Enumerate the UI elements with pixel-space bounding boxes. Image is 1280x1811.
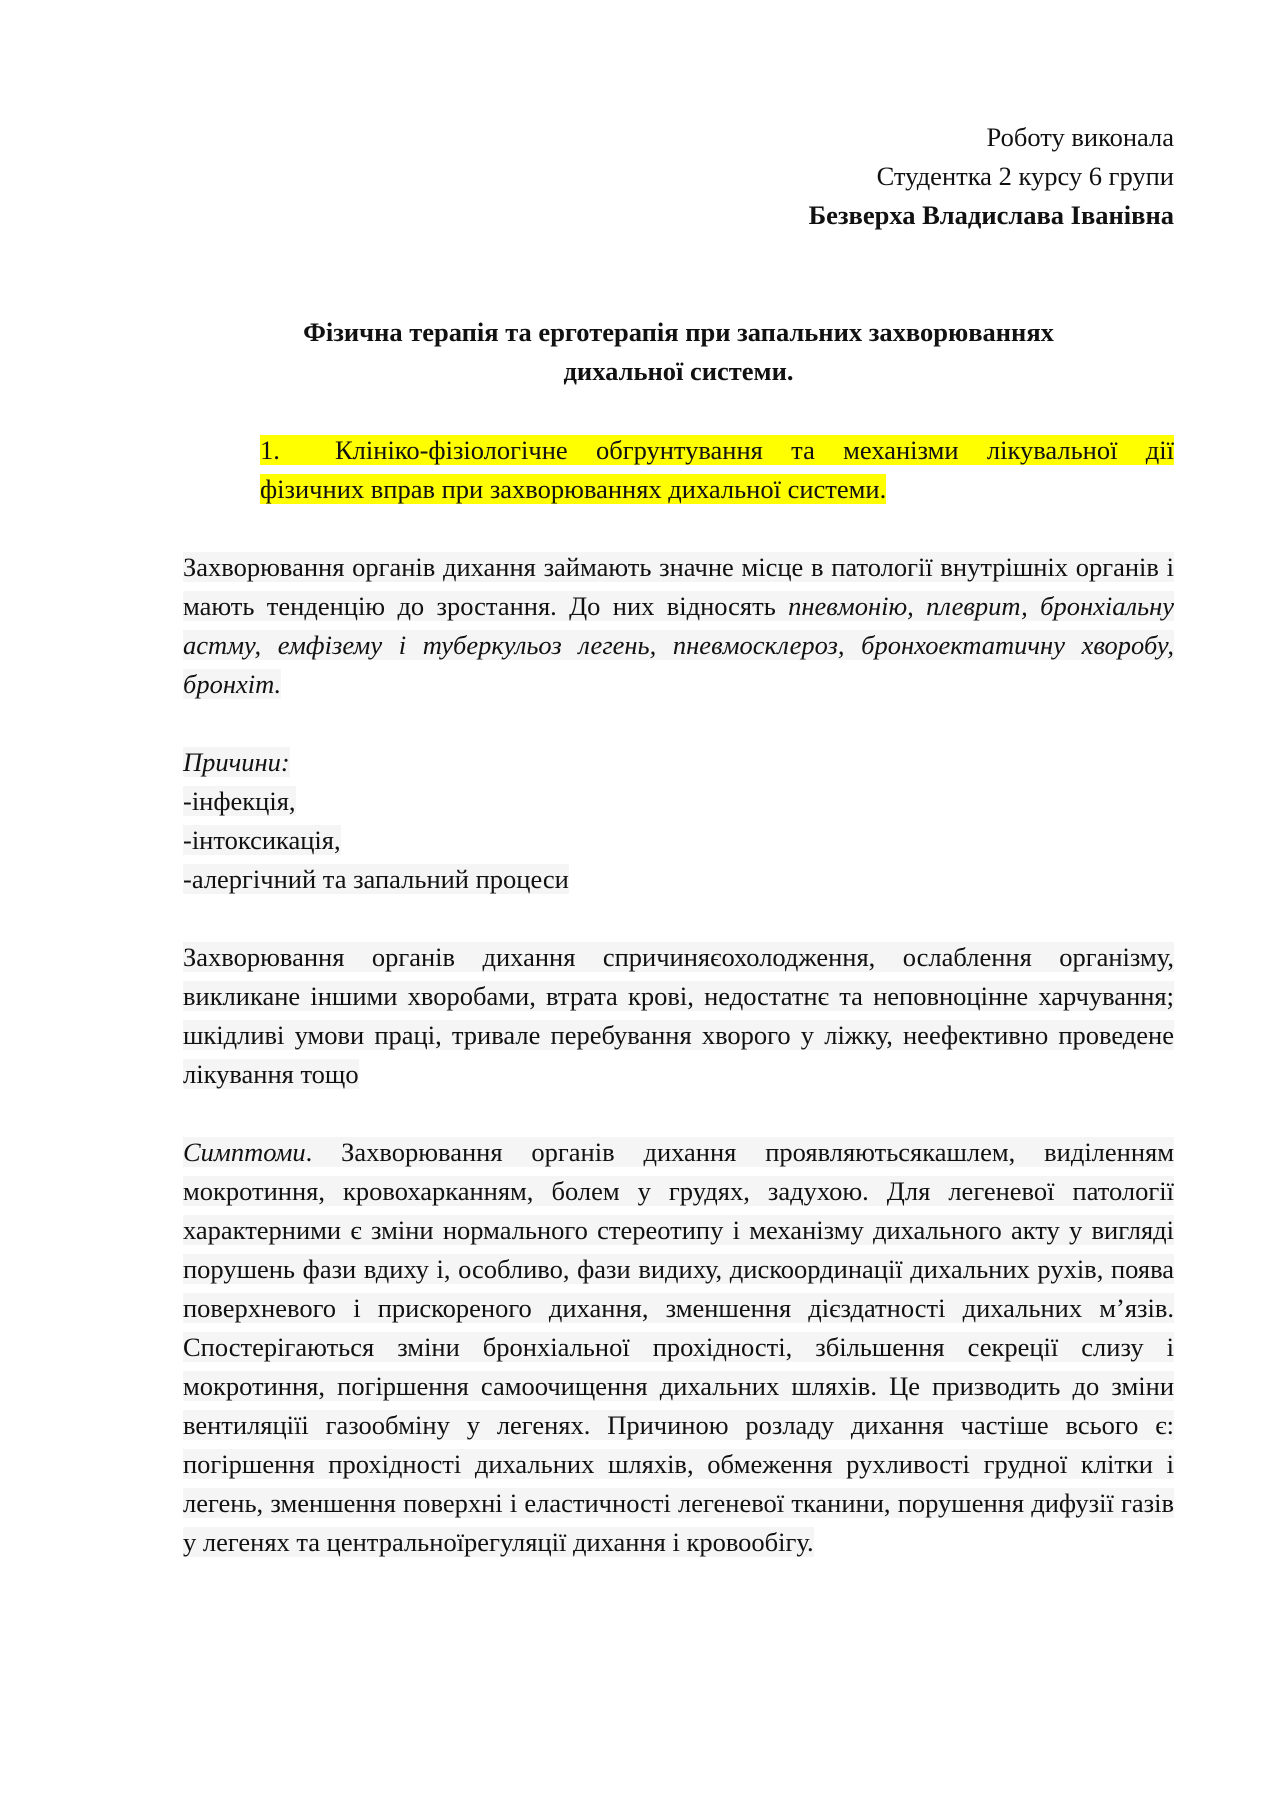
section-heading-text: Клініко-фізіологічне обгрунтування та механізми лікувальної дії фізичних вправ при захворюваннях дихальної системи. <box>260 435 1174 504</box>
paragraph-diseases <box>183 548 1174 704</box>
document-title: Фізична терапія та ерготерапія при запальних захворюваннях дихальної системи. <box>303 317 1054 386</box>
cause-item: -алергічний та запальний процеси <box>183 864 569 894</box>
author-name: Безверха Владислава Іванівна <box>808 200 1174 230</box>
paragraph-factors <box>183 938 1174 1094</box>
symptoms-text: . Захворювання органів дихання проявляютьсякашлем, виділенням мокротиння, кровохарканням, болем у грудях, задухою. Для легеневої патології характерними є зміни нормального стереотипу і механізму дихального акту у вигляді порушень фази вдиху і, особливо, фази видиху, дискоординації дихальних рухів, поява поверхневого і прискореного дихання, зменшення дієздатності дихальних м’язів. Спостерігаються зміни бронхіальної прохідності, збільшення секреції слизу і мокротиння, погіршення самоочищення дихальних шляхів. Це призводить до зміни вентиляціїі газообміну у легенях. Причиною розладу дихання частіше всього є: погіршення прохідності дихальних шляхів, обмеження рухливості грудної клітки і легень, зменшення поверхні і еластичності легеневої тканини, порушення дифузії газів у легенях та центральноїрегуляції дихання і кровообігу. <box>183 1137 1174 1557</box>
paragraph-diseases-shade <box>183 552 1174 699</box>
symptoms-label: Симптоми <box>183 1137 306 1167</box>
section-number: 1. <box>260 435 280 465</box>
section-heading-highlight <box>260 435 1174 504</box>
paragraph-diseases-text: Захворювання органів дихання займають значне місце в патології внутрішніх органів і мають тенденцію до зростання. До них відносять <box>183 552 1174 621</box>
author-block <box>183 118 1174 235</box>
section-heading <box>260 431 1174 509</box>
cause-item: -інтоксикація, <box>183 825 341 855</box>
causes-title: Причини: <box>183 747 290 777</box>
paragraph-diseases-list: пневмонію, плеврит, бронхіальну астму, емфізему і туберкульоз легень, пневмосклероз, бронхоектатичну хворобу, бронхіт. <box>183 591 1174 699</box>
author-line-1: Роботу виконала <box>986 122 1174 152</box>
document-body <box>183 118 1174 1562</box>
cause-item: -інфекція, <box>183 786 296 816</box>
paragraph-symptoms <box>183 1133 1174 1562</box>
paragraph-factors-text: Захворювання органів дихання спричиняєохолодження, ослаблення організму, викликане іншими хворобами, втрата крові, недостатнє та неповноцінне харчування; шкідливі умови праці, тривале перебування хворого у ліжку, неефективно проведене лікування тощо <box>183 942 1174 1089</box>
paragraph-symptoms-shade <box>183 1137 1174 1557</box>
causes-block <box>183 743 1174 899</box>
author-line-2: Студентка 2 курсу 6 групи <box>876 161 1174 191</box>
